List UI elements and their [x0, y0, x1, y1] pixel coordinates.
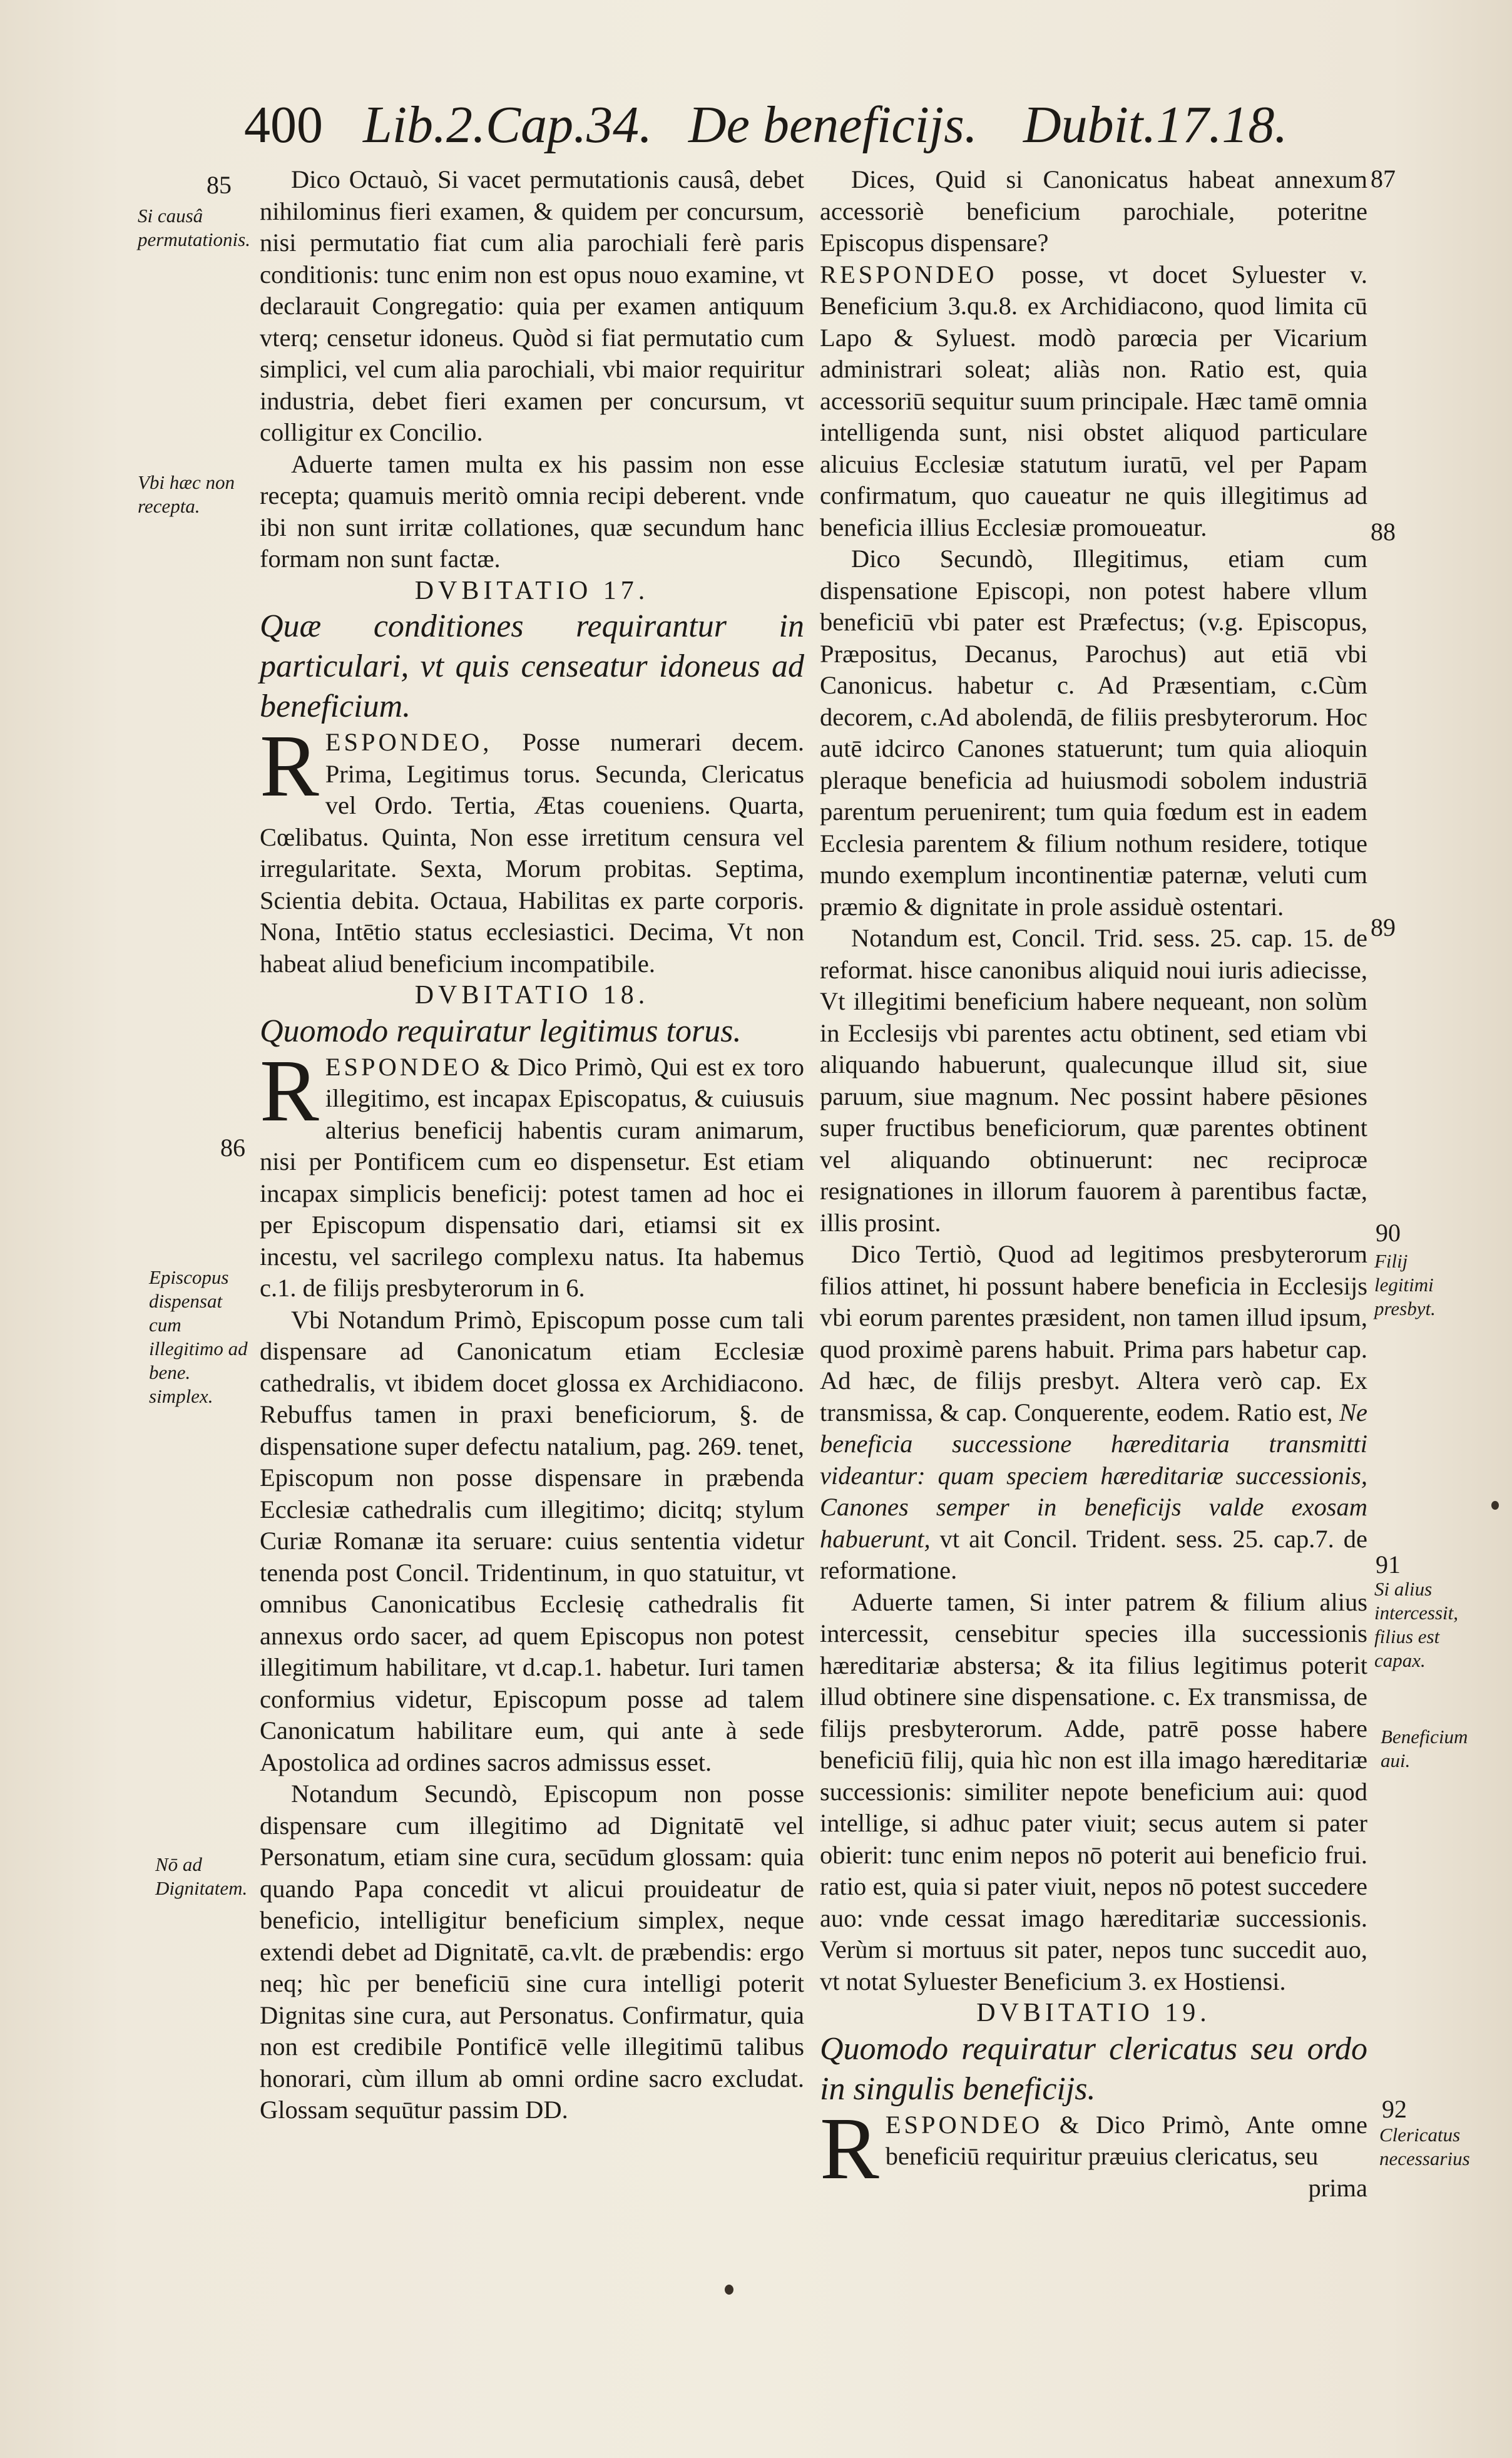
margin-note: Clericatus necessarius	[1379, 2124, 1470, 2169]
page-number: 400	[244, 96, 323, 154]
paragraph	[260, 1040, 804, 1304]
paragraph: Aduerte tamen multa ex his passim non esse recepta; quamuis meritò omnia recipi deberent. vnde ibi non sunt irritæ collationes, quæ secundum hanc formam non sunt factæ.	[260, 449, 804, 573]
quoted-italic-text: Ne beneficia successione hæreditaria transmitti videantur: quam speciem hæreditariæ successionis, Canones semper in beneficijs valde exosam habuerunt,	[820, 1398, 1367, 1553]
paragraph: Dices, Quid si Canonicatus habeat annexum accessoriè beneficium parochiale, poteritne Episcopus dispensare?	[820, 165, 1367, 257]
margin-number: 91	[1376, 1550, 1401, 1579]
paragraph-text: vt ait Concil. Trident. sess. 25. cap.7. de reformatione.	[820, 1524, 1367, 1584]
margin-note: Si causâ permutationis.	[138, 205, 250, 250]
drop-cap: R	[260, 716, 319, 815]
paragraph: Notandum est, Concil. Trid. sess. 25. cap. 15. de reformat. hisce canonibus aliquid noui iuris adiecisse, Vt illegitimi beneficium habere nequeant, non solùm in Ecclesijs vbi parentes actu obtinent, sed etiam vbi aliquando habuerunt, qualecunque illud sit, siue paruum, siue magnum. Nec possint habere pēsiones super fructibus beneficiorum, quæ parentes obtinent vel aliquando obtinuerunt: nec reciprocæ resignationes in illorum fauorem à parentibus factæ, illis prosint.	[820, 924, 1367, 1237]
running-title-subject: De beneficijs.	[688, 96, 978, 154]
margin-note: Si alius intercessit, filius est capax.	[1374, 1578, 1459, 1671]
paragraph: Vbi Notandum Primò, Episcopum posse cum tali dispensare ad Canonicatum etiam Ecclesiæ cathedralis, vt ibidem docet glossa ex Archidiacono. Rebuffus tamen in praxi beneficiorum, §. de dispensatione super defectu natalium, pag. 269. tenet, Episcopum non posse dispensare in præbenda Ecclesiæ cathedralis cum illegitimo; dicitq; stylum Curiæ Romanæ ita seruare: cuius sententia videtur tenenda post Concil. Tridentinum, in quo statuitur, vt omnibus Canonicatibus Ecclesię cathedralis fit annexus ordo sacer, ad quem Episcopus non potest illegitimum habilitare, vt d.cap.1. habetur. Iuri tamen conformius videtur, Episcopum posse ad talem Canonicatum habilitare eum, qui ante à sede Apostolica ad ordines sacros admissus esset.	[260, 1305, 804, 1776]
running-title-dubit: Dubit.17.18.	[1023, 96, 1288, 154]
margin-note: Episcopus dispensat cum illegitimo ad bene. simplex.	[149, 1266, 248, 1407]
paragraph	[820, 259, 1367, 544]
margin-number: 90	[1376, 1219, 1401, 1247]
ink-spot	[1491, 1501, 1499, 1510]
running-title-book: Lib.2.Cap.34.	[363, 96, 653, 154]
paragraph-text: posse, vt docet Syluester v. Beneficium 3.qu.8. ex Archidiacono, quod limita cū Lapo & Syluest. modò parœcia per Vicarium administrari soleat; aliàs non. Ratio est, quia accessoriū sequitur suum principale. Hæc tamē omnia intelligenda sunt, nisi obstet aliquod particulare alicuius Ecclesiæ statutum iuratū, vel per Papam confirmatum, quo caueatur ne quis illegitimus ad beneficia illius Ecclesiæ promoueatur.	[820, 260, 1367, 541]
paragraph: Aduerte tamen, Si inter patrem & filium alius intercessit, censebitur species illa successionis hæreditariæ abstersa; & ita filius legitimus poterit illud obtinere sine dispensatione. c. Ex transmissa, de filijs presbyterorum. Adde, patrē posse habere beneficiū filij, quia hìc non est illa imago hæreditariæ successionis: similiter nepote beneficium aui: quod intellige, si adhuc pater viuit; secus autem si pater obierit: tunc enim nepos nō poterit aui beneficio frui. ratio est, quia si pater viuit, nepos nō potest succedere auo: vnde cessat imago hæreditariæ successionis. Verùm si mortuus sit pater, nepos tunc succedit auo, vt notat Syluester Beneficium 3. ex Hostiensi.	[820, 1587, 1367, 1995]
paragraph	[260, 716, 804, 980]
small-caps-word: RESPONDEO	[820, 260, 998, 289]
catchword: prima	[1308, 2173, 1367, 2202]
left-column	[260, 164, 804, 2126]
margin-number: 92	[1382, 2095, 1407, 2123]
margin-number: 89	[1371, 913, 1396, 941]
paragraph-text: & Dico Primò, Ante omne beneficiū requiritur præuius clericatus, seu	[885, 2110, 1367, 2170]
paragraph: Notandum Secundò, Episcopum non posse dispensare cum illegitimo ad Dignitatē vel Personatum, etiam sine cura, secūdum glossam: quia quando Papa concedit vt alicui prouideatur de beneficio, intelligitur beneficium simplex, neque extendi debet ad Dignitatē, ca.vlt. de præbendis: ergo neq; hìc per beneficiū sine cura intelligi poterit Dignitas sine cura, aut Personatus. Confirmatur, quia non est credibile Pontificē velle illegitimū talibus honorari, cùm illum ab omni ordine sacro excludat. Glossam sequūtur passim DD.	[260, 1779, 804, 2124]
paragraph-text: Dico Tertiò, Quod ad legitimos presbyterorum filios attinet, hi possunt habere beneficia in Ecclesijs vbi eorum parentes præsident, non tamen illud ipsum, quod proximè parens habuit. Prima pars habetur cap. Ad hæc, de filijs presbyt. Altera verò cap. Ex transmissa, & cap. Conquerente, eodem. Ratio est,	[820, 1240, 1367, 1426]
section-title: Quomodo requiratur clericatus seu ordo in singulis beneficijs.	[820, 2030, 1367, 2107]
margin-number: 86	[220, 1134, 245, 1162]
running-header	[244, 94, 1333, 156]
margin-note: Beneficium aui.	[1381, 1726, 1468, 1771]
ink-spot	[725, 2285, 733, 2295]
small-caps-word: ESPONDEO	[885, 2110, 1043, 2139]
section-label: DVBITATIO 18.	[414, 981, 650, 1010]
margin-note: Nō ad Dignitatem.	[155, 1853, 248, 1899]
section-label: DVBITATIO 17.	[414, 576, 650, 605]
small-caps-word: ESPONDEO	[325, 1052, 483, 1081]
paragraph: Dico Octauò, Si vacet permutationis causâ, debet nihilominus fieri examen, & quidem per concursum, nisi permutatio fiat cum alia parochiali ferè paris conditionis: tunc enim non est opus nouo examine, vt declarauit Congregatio: quia per examen antiquum vterq; censetur idoneus. Quòd si fiat permutatio cum simplici, vel cum alia parochiali, vbi maior requiritur industria, debet fieri examen per concursum, vt colligitur ex Concilio.	[260, 165, 804, 446]
paragraph-text: & Dico Primò, Qui est ex toro illegitimo, est incapax Episcopatus, & cuiusuis alterius beneficij habentis curam animarum, nisi per Pontificem cum eo dispensetur. Est etiam incapax simplicis beneficij: potest tamen ad hoc ei per Episcopum dispensatio dari, etiamsi sit ex incestu, vel sacrilego complexu natus. Ita habemus c.1. de filijs presbyterorum in 6.	[260, 1052, 804, 1302]
paragraph-text: Posse numerari decem. Prima, Legitimus torus. Secunda, Clericatus vel Ordo. Tertia, Ætas coueniens. Quarta, Cœlibatus. Quinta, Non esse irretitum censura vel irregularitate. Sexta, Morum probitas. Septima, Scientia debita. Octaua, Habilitas ex parte corporis. Nona, Intētio status ecclesiastici. Decima, Vt non habeat aliud beneficium incompatibile.	[260, 728, 804, 978]
section-label: DVBITATIO 19.	[976, 1999, 1211, 2027]
paragraph: Dico Secundò, Illegitimus, etiam cum dispensatione Episcopi, non potest habere vllum beneficiū vbi pater est Præfectus; (v.g. Episcopus, Præpositus, Decanus, Parochus) aut etiā vbi Canonicus. habetur c. Ad Præsentiam, c.Cùm decorem, c.Ad abolendā, de filiis presbyterorum. Hoc autē idcirco Canones statuerunt; tum quia alioquin pleraque beneficia ad huiusmodi sobolem industriā parentum peruenirent; tum quia fœdum est in eadem Ecclesia parentem & filium nothum residere, totique mundo exemplum incontinentiæ paternæ, veluti cum præmio & dignitate in prole assiduè ostentari.	[820, 545, 1367, 921]
paragraph	[820, 1239, 1367, 1587]
right-column	[820, 164, 1367, 2204]
margin-number: 88	[1371, 518, 1396, 546]
margin-note: Vbi hæc non recepta.	[138, 471, 235, 517]
section-title: Quæ conditiones requirantur in particulari, vt quis censeatur idoneus ad beneficium.	[260, 608, 804, 724]
drop-cap: R	[820, 2098, 879, 2198]
small-caps-word: ESPONDEO,	[325, 728, 493, 756]
margin-note: Filij legitimi presbyt.	[1374, 1250, 1436, 1319]
margin-number: 85	[207, 171, 232, 199]
drop-cap: R	[260, 1040, 319, 1140]
margin-number: 87	[1371, 165, 1396, 193]
section-title: Quomodo requiratur legitimus torus.	[260, 1013, 742, 1049]
